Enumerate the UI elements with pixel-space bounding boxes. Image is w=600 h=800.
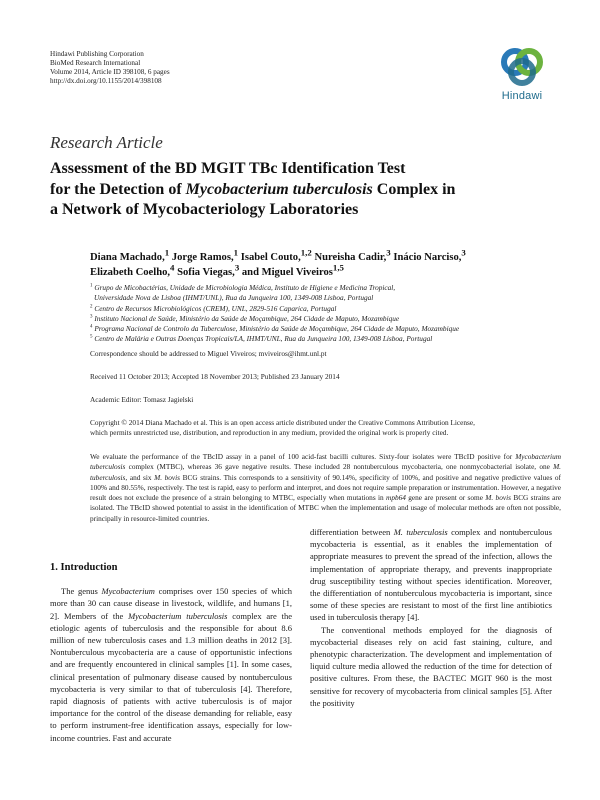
affiliation: $^5$ Centro de Malária e Outras Doenças Tropicais/LA, IHMT/UNL, Rua da Junqueira 100, 1349-008 Lisboa, Portugal: [90, 334, 433, 344]
affiliations: [90, 283, 560, 345]
abstract: We evaluate the performance of the TBcID assay in a panel of 100 acid-fast bacilli cultures. Sixty-four isolates were TBcID positive for Mycobacterium tuberculosis complex (MTBC), whereas 36 gave negative results. These included 28 nontuberculous mycobacteria, one nonmycobacterial isolate, one M. tuberculosis, and six M. bovis BCG strains. This corresponds to a sensitivity of 90.14%, specificity of 100%, and positive and negative predictive values of 100% and 80.55%, respectively. The test is rapid, easy to perform and interpret, and does not require sample preparation or instrumentation. However, a negative result does not exclude the presence of a strain belonging to MTBC, especially when mutations in mpb64 gene are present or some M. bovis BCG strains are isolated. The TBcID showed potential to assist in the identification of MTBC when the implementation and usage of molecular methods are often not possible, principally in resource-limited countries.: [90, 452, 561, 523]
hindawi-logo-icon: [492, 44, 552, 90]
title-species: Mycobacterium tuberculosis: [185, 180, 373, 198]
article-type: Research Article: [50, 133, 163, 152]
academic-editor: Academic Editor: Tomasz Jagielski: [90, 395, 194, 404]
paragraph: The conventional methods employed for the diagnosis of mycobacterial diseases rely on acid fast staining, culture, and phenotypic characterization. The development and implementation of liquid culture media allowed the reduction of the time for detection of positive cultures. From these, the BACTEC MGIT 960 is the most sensitive for recovery of mycobacteria from clinical samples [5]. After the positivity: [310, 624, 552, 708]
hindawi-logo: [492, 44, 552, 104]
paragraph: differentiation between M. tuberculosis complex and nontuberculous mycobacteria is essential, as it enables the implementation of appropriate measures to prevent the spread of the infection, allows the implementation of appropriate therapy, and prevents inappropriate drug susceptibility testing without species identification. Moreover, the differentiation of nontuberculous mycobacteria is important, since some of these species are resistant to most of the first line antibiotics used in tuberculosis therapy [4].: [310, 527, 552, 623]
section-heading: 1. Introduction: [50, 562, 118, 573]
author: and Miguel Viveiros: [239, 266, 333, 278]
author: Nureisha Cadir,: [311, 252, 387, 263]
affiliation: Universidade Nova de Lisboa (IHMT/UNL), Rua da Junqueira 100, 1349-008 Lisboa, Portugal: [94, 293, 374, 303]
author-line-2: Elizabeth Coelho,$^4$ Sofia Viegas,$^3$ and Miguel Viveiros$^{1,5}$: [90, 261, 344, 278]
affiliation: $^2$ Centro de Recursos Microbiológicos (CREM), UNL, 2829-516 Caparica, Portugal: [90, 303, 337, 313]
affiliation: $^1$ Grupo de Micobactérias, Unidade de Microbiologia Médica, Instituto de Higiene e Medicina Tropical,: [90, 283, 396, 292]
affiliation: $^3$ Instituto Nacional de Saúde, Ministério da Saúde de Moçambique, 264 Cidade de Maputo, Mozambique: [90, 313, 400, 323]
author: Elizabeth Coelho,: [90, 266, 171, 278]
journal-masthead: [50, 50, 170, 86]
body-column-left: [50, 562, 292, 744]
title-line-2: for the Detection of Mycobacterium tuberculosis Complex in: [50, 180, 456, 198]
author: Isabel Couto,: [238, 252, 301, 263]
author-list: [90, 247, 560, 280]
publication-dates: Received 11 October 2013; Accepted 18 November 2013; Published 23 January 2014: [90, 372, 340, 381]
article-title: [50, 159, 560, 221]
volume-info: Volume 2014, Article ID 398108, 6 pages: [50, 68, 170, 76]
author: Diana Machado,: [90, 252, 165, 263]
author-line-1: Diana Machado,$^1$ Jorge Ramos,$^1$ Isabel Couto,$^{1,2}$ Nureisha Cadir,$^3$ Inácio Narciso,$^3$: [90, 247, 466, 263]
title-line-1: Assessment of the BD MGIT TBc Identification Test: [50, 160, 406, 177]
publisher-name: Hindawi Publishing Corporation: [50, 50, 144, 58]
copyright-notice: Copyright © 2014 Diana Machado et al. This is an open access article distributed under the Creative Commons Attribution License, which permits unrestricted use, distribution, and reproduction in any medium, provided the original work is properly cited.: [90, 418, 475, 437]
correspondence: Correspondence should be addressed to Miguel Viveiros; mviveiros@ihmt.unl.pt: [90, 349, 327, 358]
body-column-right: [310, 526, 552, 709]
title-line-3: a Network of Mycobacteriology Laboratories: [50, 201, 359, 218]
author: Sofia Viegas,: [174, 266, 235, 278]
author: Inácio Narciso,: [390, 252, 462, 263]
affiliation: $^4$ Programa Nacional de Controlo da Tuberculose, Ministério da Saúde de Moçambique, 264 Cidade de Maputo, Mozambique: [90, 324, 460, 334]
paragraph: The genus Mycobacterium comprises over 150 species of which more than 30 can cause disease in livestock, wildlife, and humans [1, 2]. Members of the Mycobacterium tuberculosis complex are the etiologic agents of tuberculosis and the responsible for about 8.6 million of new tuberculosis cases and 1.3 million deaths in 2012 [3]. Nontuberculous mycobacteria are a cause of opportunistic infections and are frequently encountered in clinical samples [1]. In some cases, clinical presentation of pulmonary disease caused by nontuberculous mycobacteria is very similar to that of tuberculosis [4]. Therefore, rapid diagnosis of patients with active tuberculosis is of major importance for the control of the disease demanding for reliable, easy to perform instrument-free identification assays, especially for low-income countries. Fast and accurate: [50, 586, 293, 743]
journal-name: BioMed Research International: [50, 59, 141, 67]
logo-wordmark: Hindawi: [501, 90, 543, 102]
doi-link[interactable]: http://dx.doi.org/10.1155/2014/398108: [50, 77, 162, 85]
author: Jorge Ramos,: [169, 252, 234, 263]
